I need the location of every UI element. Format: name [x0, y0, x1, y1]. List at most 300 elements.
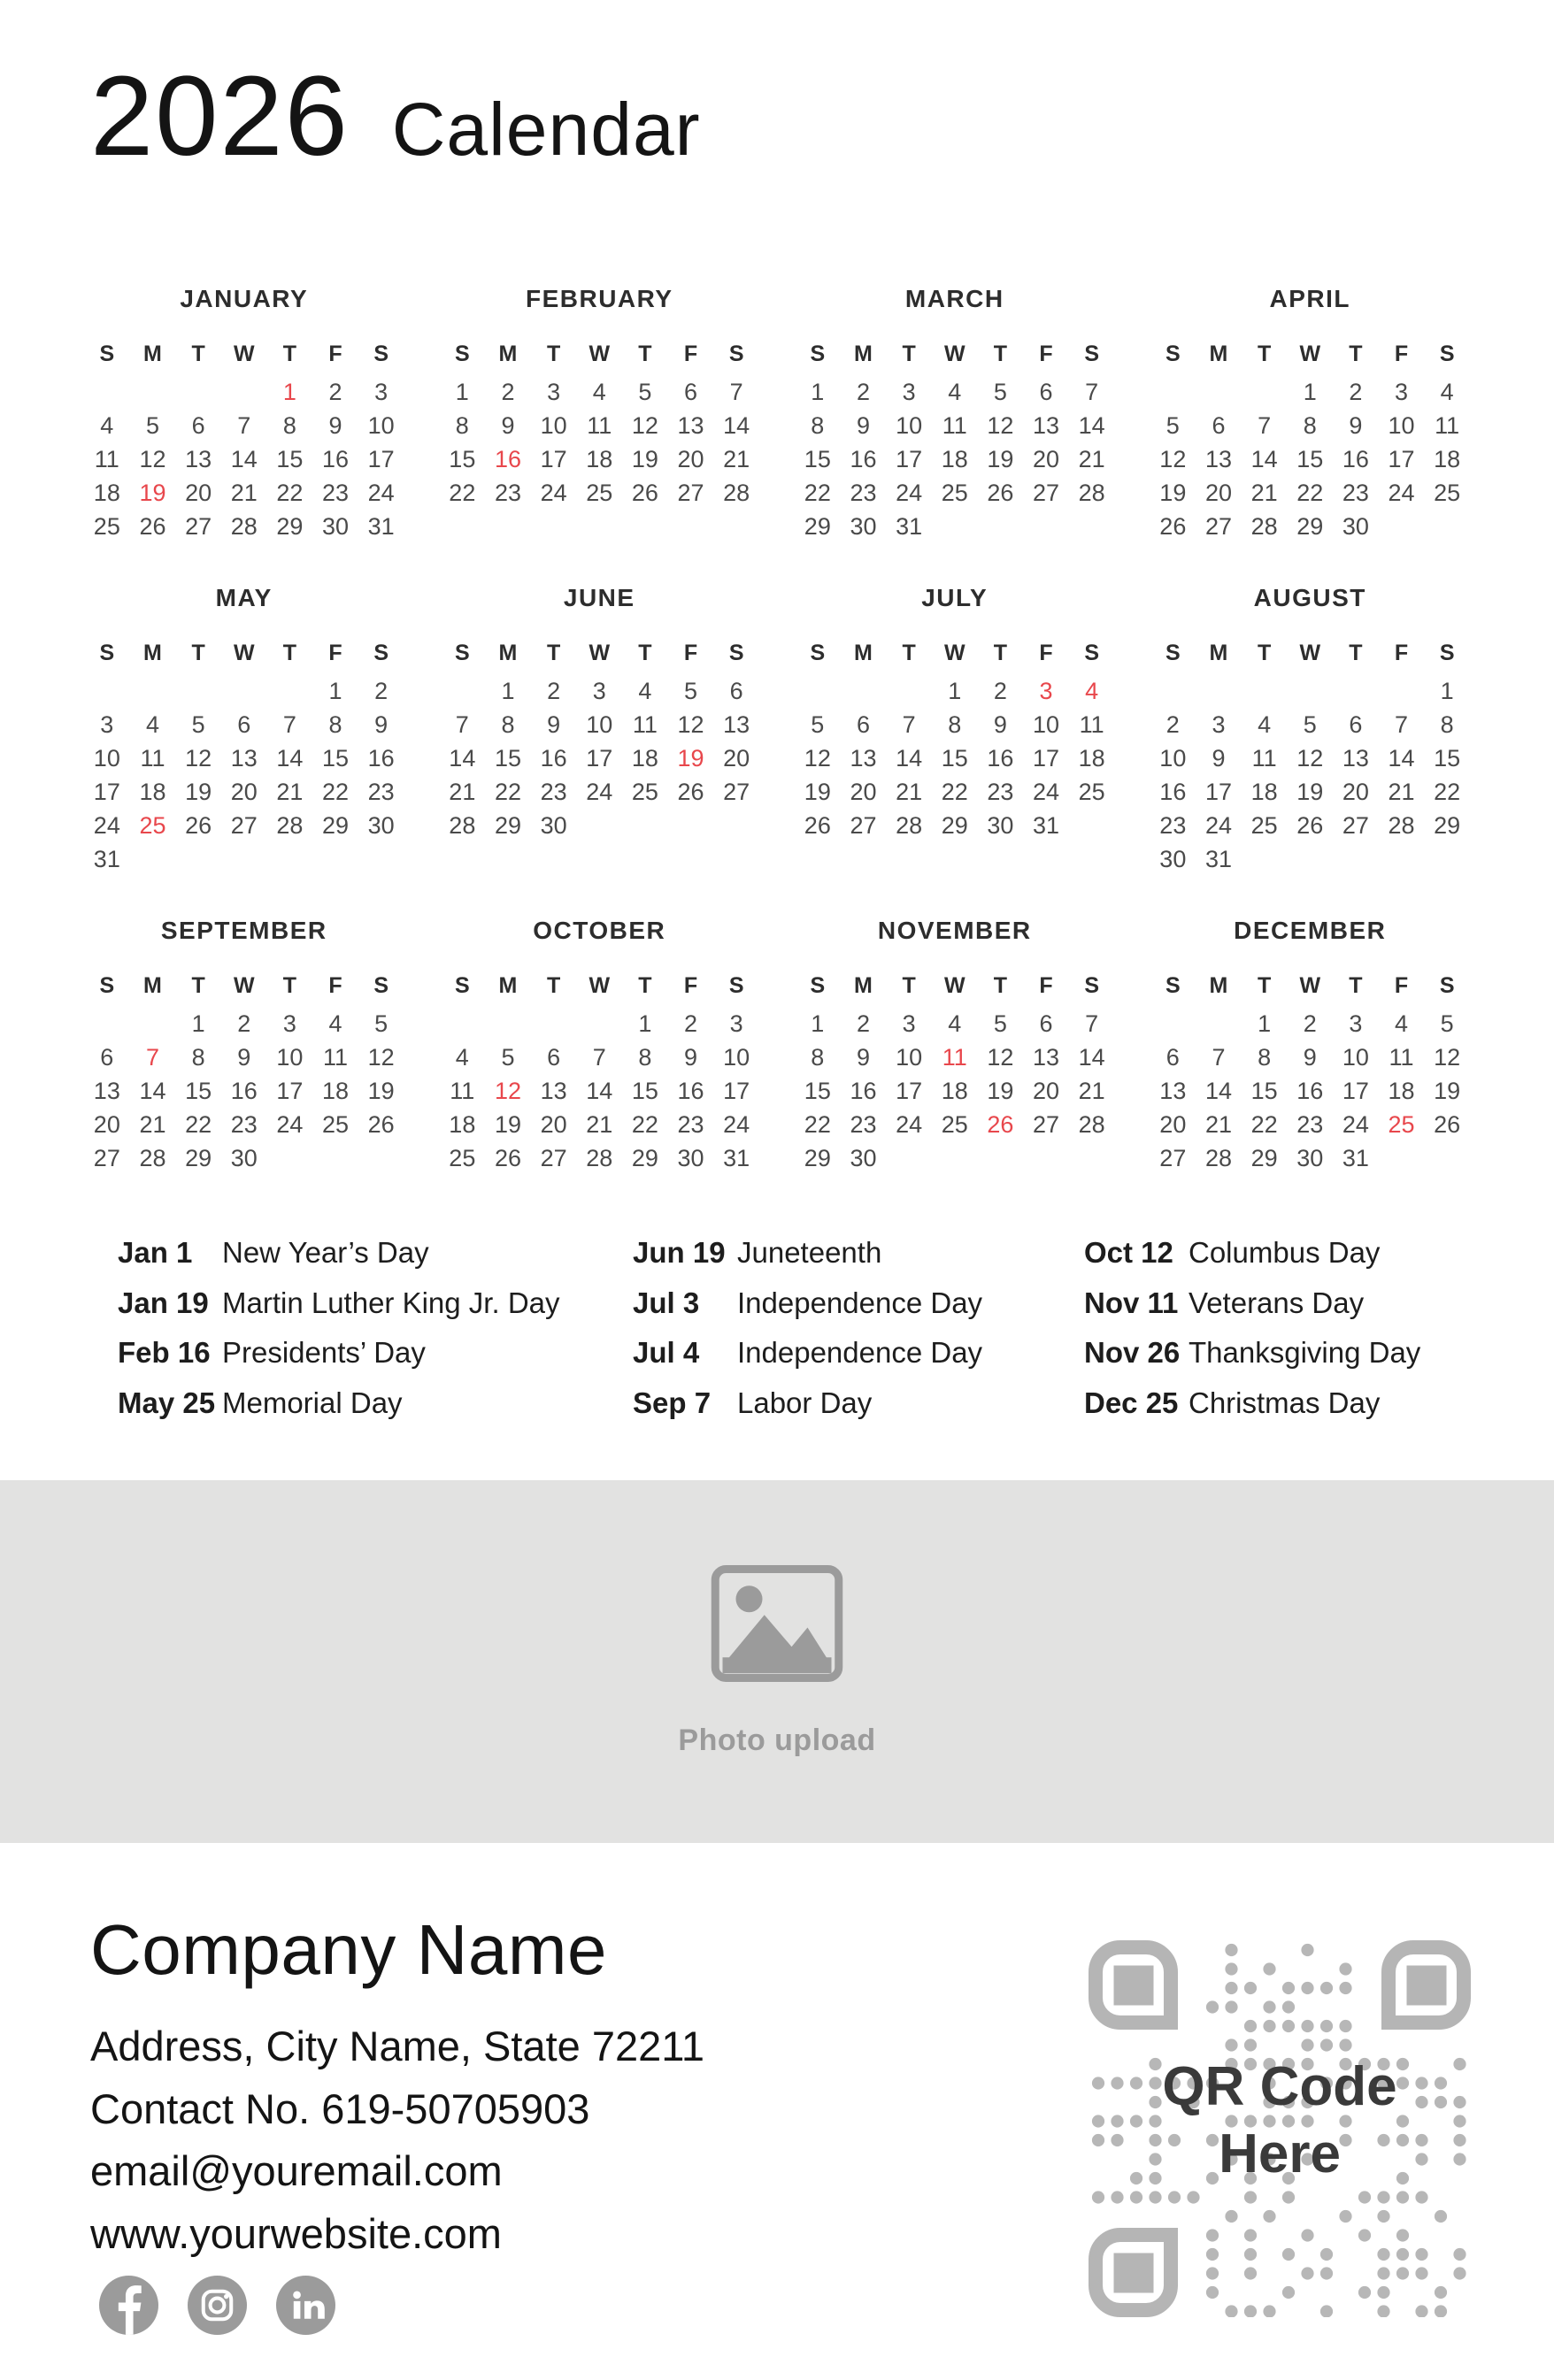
- calendar-day: 15: [1250, 1078, 1278, 1104]
- calendar-day: 20: [540, 1111, 567, 1138]
- calendar-day: 16: [367, 745, 395, 772]
- calendar-day: 9: [328, 412, 342, 439]
- calendar-day: 24: [1204, 812, 1232, 839]
- weekday-label: W: [943, 342, 965, 366]
- calendar-day: 23: [230, 1111, 258, 1138]
- calendar-day: 24: [1342, 1111, 1369, 1138]
- calendar-day-empty: [84, 674, 130, 708]
- calendar-day: 1: [811, 379, 825, 405]
- weekday-label: S: [1165, 641, 1181, 665]
- calendar-day: 6: [1039, 379, 1053, 405]
- calendar-day: 16: [987, 745, 1014, 772]
- holiday-date: Nov 11: [1084, 1286, 1179, 1319]
- calendar-day: 25: [1250, 812, 1278, 839]
- weekday-label: W: [233, 342, 255, 366]
- calendar-day-empty: [1150, 375, 1196, 409]
- calendar-day-empty: [1287, 842, 1333, 876]
- weekday-label: F: [683, 973, 698, 998]
- weekday-label: M: [1209, 973, 1228, 998]
- calendar-day: 29: [494, 812, 521, 839]
- week-row: [1150, 1074, 1471, 1108]
- calendar-day: 12: [804, 745, 831, 772]
- week-row: [440, 809, 760, 842]
- week-row: [84, 375, 404, 409]
- calendar-day: 7: [1395, 711, 1409, 738]
- weekday-label: M: [1209, 342, 1228, 366]
- calendar-day: 25: [941, 480, 968, 506]
- calendar-day: 12: [987, 1044, 1014, 1071]
- weekday-header-row: [440, 336, 760, 372]
- week-row: [440, 741, 760, 775]
- calendar-day: 19: [367, 1078, 395, 1104]
- calendar-day-empty: [932, 1141, 978, 1175]
- calendar-day: 23: [677, 1111, 704, 1138]
- calendar-day: 4: [1258, 711, 1272, 738]
- calendar-day: 29: [1296, 513, 1324, 540]
- calendar-day: 6: [1166, 1044, 1180, 1071]
- calendar-day: 6: [856, 711, 870, 738]
- calendar-day-empty: [1196, 375, 1242, 409]
- week-row: [795, 775, 1115, 809]
- weekday-label: W: [589, 973, 611, 998]
- calendar-day: 16: [230, 1078, 258, 1104]
- calendar-day: 6: [729, 678, 743, 704]
- week-row: [440, 375, 760, 409]
- calendar-day: 30: [850, 513, 877, 540]
- weekday-label: S: [810, 342, 826, 366]
- weekday-label: T: [546, 973, 561, 998]
- calendar-day: 3: [1039, 678, 1053, 704]
- calendar-day: 11: [632, 711, 658, 738]
- calendar-day: 9: [237, 1044, 251, 1071]
- calendar-day: 11: [942, 1044, 967, 1071]
- weekday-label: F: [1394, 342, 1409, 366]
- calendar-day: 2: [1303, 1010, 1317, 1037]
- linkedin-icon[interactable]: [276, 2276, 335, 2335]
- calendar-day: 19: [631, 446, 658, 472]
- calendar-day: 21: [1078, 446, 1105, 472]
- weekday-label: S: [1165, 342, 1181, 366]
- calendar-day: 22: [1434, 779, 1461, 805]
- calendar-day: 2: [1166, 711, 1180, 738]
- calendar-day: 4: [1440, 379, 1454, 405]
- facebook-icon[interactable]: [99, 2276, 158, 2335]
- calendar-day-empty: [1287, 674, 1333, 708]
- calendar-day: 13: [1342, 745, 1369, 772]
- month-title: OCTOBER: [533, 917, 666, 944]
- calendar-day: 14: [1078, 412, 1105, 439]
- calendar-day-empty: [84, 375, 130, 409]
- calendar-day: 7: [282, 711, 296, 738]
- weekday-header-row: [1150, 336, 1471, 372]
- week-row: [84, 1040, 404, 1074]
- holiday-name: Presidents’ Day: [222, 1336, 426, 1369]
- calendar-day-empty: [312, 1141, 358, 1175]
- calendar-day: 22: [1296, 480, 1324, 506]
- week-row: [1150, 775, 1471, 809]
- calendar-day: 9: [993, 711, 1007, 738]
- calendar-day: 26: [494, 1145, 521, 1171]
- weekday-label: T: [1349, 342, 1363, 366]
- calendar-day: 18: [941, 446, 968, 472]
- week-row: [440, 708, 760, 741]
- calendar-day: 7: [1258, 412, 1272, 439]
- calendar-day-empty: [886, 674, 932, 708]
- calendar-day: 10: [540, 412, 567, 439]
- weekday-label: S: [99, 973, 115, 998]
- month-january: [84, 285, 404, 543]
- calendar-day: 31: [1033, 812, 1060, 839]
- calendar-day: 3: [282, 1010, 296, 1037]
- week-row: [84, 1108, 404, 1141]
- calendar-day: 9: [684, 1044, 698, 1071]
- calendar-day-empty: [713, 809, 759, 842]
- calendar-day-empty: [221, 842, 267, 876]
- calendar-day: 23: [850, 1111, 877, 1138]
- calendar-day: 26: [987, 480, 1014, 506]
- calendar-day: 9: [374, 711, 388, 738]
- calendar-day: 28: [723, 480, 750, 506]
- weekday-label: W: [943, 973, 965, 998]
- calendar-day: 8: [811, 412, 825, 439]
- calendar-day: 12: [1159, 446, 1187, 472]
- calendar-day: 24: [367, 480, 395, 506]
- calendar-day: 12: [631, 412, 658, 439]
- calendar-day: 18: [1078, 745, 1105, 772]
- calendar-day: 20: [185, 480, 212, 506]
- holiday-name: Labor Day: [737, 1386, 873, 1419]
- holiday-name: New Year’s Day: [222, 1236, 429, 1269]
- weekday-label: S: [1165, 973, 1181, 998]
- holiday-date: Feb 16: [118, 1336, 211, 1369]
- calendar-day: 7: [455, 711, 469, 738]
- weekday-label: F: [1039, 342, 1053, 366]
- calendar-day: 12: [1296, 745, 1324, 772]
- photo-upload-area[interactable]: [0, 1480, 1554, 1843]
- qr-code-placeholder[interactable]: [1089, 1940, 1471, 2317]
- calendar-day: 18: [1434, 446, 1461, 472]
- calendar-day-empty: [622, 809, 668, 842]
- calendar-day: 4: [328, 1010, 342, 1037]
- instagram-icon[interactable]: [188, 2276, 247, 2335]
- calendar-day: 5: [993, 1010, 1007, 1037]
- calendar-day-empty: [1069, 809, 1115, 842]
- calendar-day: 15: [941, 745, 968, 772]
- week-row: [1150, 741, 1471, 775]
- holiday-date: Nov 26: [1084, 1336, 1181, 1369]
- calendar-day: 11: [1389, 1044, 1414, 1071]
- week-row: [795, 809, 1115, 842]
- calendar-day: 2: [1349, 379, 1363, 405]
- calendar-day: 24: [896, 1111, 923, 1138]
- calendar-day: 16: [677, 1078, 704, 1104]
- holiday-date: Dec 25: [1084, 1386, 1179, 1419]
- calendar-day: 29: [322, 812, 350, 839]
- year-text: 2026: [90, 53, 350, 180]
- weekday-label: M: [498, 342, 518, 366]
- weekday-label: S: [373, 973, 388, 998]
- weekday-label: M: [854, 973, 873, 998]
- calendar-day: 30: [677, 1145, 704, 1171]
- calendar-day: 19: [185, 779, 212, 805]
- calendar-day: 29: [631, 1145, 658, 1171]
- calendar-day: 16: [850, 1078, 877, 1104]
- calendar-day: 8: [1258, 1044, 1272, 1071]
- calendar-day: 17: [276, 1078, 304, 1104]
- calendar-day: 23: [1342, 480, 1369, 506]
- calendar-day: 23: [850, 480, 877, 506]
- calendar-day: 1: [455, 379, 469, 405]
- week-row: [84, 442, 404, 476]
- calendar-day: 26: [1434, 1111, 1461, 1138]
- weekday-label: S: [1439, 973, 1455, 998]
- calendar-day: 17: [1033, 745, 1060, 772]
- calendar-day-empty: [1069, 1141, 1115, 1175]
- calendar-day: 21: [139, 1111, 166, 1138]
- calendar-day: 8: [638, 1044, 652, 1071]
- week-row: [1150, 1108, 1471, 1141]
- calendar-day: 19: [987, 446, 1014, 472]
- holiday-date: Jul 3: [633, 1286, 700, 1319]
- calendar-day: 2: [328, 379, 342, 405]
- calendar-day-empty: [130, 375, 176, 409]
- holiday-name: Martin Luther King Jr. Day: [222, 1286, 560, 1319]
- calendar-day: 1: [811, 1010, 825, 1037]
- calendar-day-empty: [531, 1007, 577, 1040]
- calendar-day: 5: [501, 1044, 515, 1071]
- calendar-day: 17: [1342, 1078, 1369, 1104]
- calendar-day: 17: [1204, 779, 1232, 805]
- calendar-day: 22: [804, 1111, 831, 1138]
- calendar-day: 25: [449, 1145, 476, 1171]
- week-row: [440, 476, 760, 510]
- calendar-day-empty: [130, 1007, 176, 1040]
- calendar-day: 9: [856, 1044, 870, 1071]
- calendar-day: 30: [1159, 846, 1187, 872]
- calendar-day: 1: [282, 379, 296, 405]
- week-row: [1150, 476, 1471, 510]
- weekday-label: W: [233, 641, 255, 665]
- qr-label: [1089, 2054, 1471, 2188]
- qr-label-line1: QR Code: [1162, 2056, 1397, 2117]
- calendar-day: 29: [804, 1145, 831, 1171]
- calendar-day: 29: [941, 812, 968, 839]
- calendar-day: 11: [323, 1044, 349, 1071]
- calendar-day: 12: [185, 745, 212, 772]
- calendar-day-empty: [1242, 842, 1288, 876]
- week-row: [1150, 1007, 1471, 1040]
- week-row: [1150, 809, 1471, 842]
- qr-label-line2: Here: [1219, 2123, 1341, 2184]
- calendar-day: 10: [1033, 711, 1060, 738]
- calendar-day-empty: [485, 1007, 531, 1040]
- calendar-day: 24: [586, 779, 613, 805]
- month-may: [84, 584, 404, 876]
- calendar-day: 17: [723, 1078, 750, 1104]
- calendar-day: 11: [1251, 745, 1277, 772]
- calendar-day-empty: [130, 842, 176, 876]
- calendar-day: 11: [94, 446, 119, 472]
- calendar-day: 11: [140, 745, 165, 772]
- week-row: [84, 476, 404, 510]
- holiday-row: [633, 1278, 1084, 1329]
- holiday-date: May 25: [118, 1386, 216, 1419]
- calendar-day: 14: [586, 1078, 613, 1104]
- weekday-label: F: [683, 641, 698, 665]
- calendar-day: 5: [374, 1010, 388, 1037]
- calendar-day: 19: [139, 480, 166, 506]
- calendar-day: 24: [93, 812, 120, 839]
- holiday-row: [118, 1228, 633, 1278]
- month-title: DECEMBER: [1234, 917, 1387, 944]
- calendar-day: 22: [494, 779, 521, 805]
- calendar-day: 12: [987, 412, 1014, 439]
- week-row: [795, 409, 1115, 442]
- weekday-label: M: [143, 973, 162, 998]
- weekday-label: S: [99, 342, 115, 366]
- calendar-day: 3: [1212, 711, 1226, 738]
- calendar-day: 15: [1434, 745, 1461, 772]
- calendar-day: 17: [896, 1078, 923, 1104]
- month-february: [440, 285, 760, 510]
- holiday-name: Columbus Day: [1189, 1236, 1381, 1269]
- week-row: [795, 442, 1115, 476]
- calendar-day: 15: [185, 1078, 212, 1104]
- calendar-day: 26: [987, 1111, 1014, 1138]
- calendar-day: 1: [1303, 379, 1317, 405]
- calendar-day: 14: [276, 745, 304, 772]
- calendar-day: 15: [804, 446, 831, 472]
- weekday-label: T: [993, 641, 1008, 665]
- holiday-name: Independence Day: [737, 1286, 983, 1319]
- week-row: [84, 708, 404, 741]
- calendar-day: 13: [540, 1078, 567, 1104]
- calendar-day: 30: [540, 812, 567, 839]
- calendar-day: 7: [237, 412, 251, 439]
- weekday-label: F: [328, 342, 342, 366]
- month-title: NOVEMBER: [877, 917, 1032, 944]
- calendar-day: 14: [896, 745, 923, 772]
- calendar-day: 6: [237, 711, 251, 738]
- calendar-day: 28: [230, 513, 258, 540]
- calendar-day: 26: [139, 513, 166, 540]
- calendar-day: 29: [804, 513, 831, 540]
- week-row: [440, 1040, 760, 1074]
- weekday-header-row: [440, 635, 760, 671]
- weekday-label: S: [454, 973, 470, 998]
- calendar-day: 30: [987, 812, 1014, 839]
- month-july: [795, 584, 1115, 842]
- month-march: [795, 285, 1115, 543]
- month-title: JULY: [921, 584, 989, 611]
- company-address: Address, City Name, State 72211: [90, 2023, 705, 2069]
- holiday-row: [1084, 1228, 1474, 1278]
- week-row: [84, 775, 404, 809]
- calendar-day: 21: [586, 1111, 613, 1138]
- calendar-day: 1: [948, 678, 962, 704]
- calendar-day: 6: [1212, 412, 1226, 439]
- holiday-row: [633, 1328, 1084, 1378]
- calendar-day-empty: [175, 375, 221, 409]
- weekday-label: F: [1394, 641, 1409, 665]
- calendar-day: 18: [586, 446, 613, 472]
- week-row: [795, 510, 1115, 543]
- week-row: [440, 1108, 760, 1141]
- calendar-day: 20: [1159, 1111, 1187, 1138]
- weekday-label: M: [143, 641, 162, 665]
- calendar-day: 27: [677, 480, 704, 506]
- calendar-day: 25: [586, 480, 613, 506]
- calendar-day: 30: [230, 1145, 258, 1171]
- calendar-day: 21: [449, 779, 476, 805]
- calendar-day: 27: [185, 513, 212, 540]
- calendar-day-empty: [1333, 842, 1379, 876]
- week-row: [1150, 375, 1471, 409]
- calendar-day: 5: [1166, 412, 1180, 439]
- calendar-day: 18: [93, 480, 120, 506]
- weekday-label: S: [1439, 342, 1455, 366]
- month-november: [795, 917, 1115, 1175]
- company-name: Company Name: [90, 1910, 608, 1989]
- calendar-day-empty: [1196, 1007, 1242, 1040]
- calendar-day-empty: [1333, 674, 1379, 708]
- holiday-row: [118, 1378, 633, 1429]
- weekday-label: W: [233, 973, 255, 998]
- week-row: [84, 1007, 404, 1040]
- week-row: [84, 674, 404, 708]
- calendar-day: 1: [501, 678, 515, 704]
- week-row: [84, 1141, 404, 1175]
- weekday-label: S: [454, 641, 470, 665]
- weekday-label: T: [638, 641, 652, 665]
- calendar-day: 28: [1078, 480, 1105, 506]
- calendar-day-empty: [267, 842, 313, 876]
- calendar-day: 12: [1434, 1044, 1461, 1071]
- calendar-day: 13: [850, 745, 877, 772]
- calendar-day-empty: [175, 842, 221, 876]
- calendar-day: 13: [1033, 1044, 1060, 1071]
- calendar-day: 5: [684, 678, 698, 704]
- calendar-day: 30: [850, 1145, 877, 1171]
- weekday-header-row: [795, 635, 1115, 671]
- calendar-day: 15: [276, 446, 304, 472]
- week-row: [795, 1007, 1115, 1040]
- calendar-day: 11: [587, 412, 612, 439]
- image-placeholder-icon: [711, 1564, 843, 1683]
- calendar-day: 15: [449, 446, 476, 472]
- calendar-day: 5: [145, 412, 159, 439]
- calendar-day: 13: [1159, 1078, 1187, 1104]
- calendar-day: 16: [850, 446, 877, 472]
- calendar-day: 13: [1033, 412, 1060, 439]
- calendar-day: 14: [1250, 446, 1278, 472]
- calendar-day-empty: [1242, 375, 1288, 409]
- month-title: MAY: [215, 584, 273, 611]
- weekday-label: T: [1257, 973, 1272, 998]
- calendar-day: 7: [1085, 379, 1099, 405]
- month-title: JANUARY: [180, 285, 309, 312]
- weekday-label: T: [902, 973, 916, 998]
- calendar-day: 7: [592, 1044, 606, 1071]
- calendar-day: 25: [322, 1111, 350, 1138]
- holiday-date: Sep 7: [633, 1386, 712, 1419]
- week-row: [795, 674, 1115, 708]
- company-block: [90, 1909, 704, 2265]
- calendar-day: 26: [367, 1111, 395, 1138]
- calendar-day: 22: [276, 480, 304, 506]
- calendar-day: 17: [896, 446, 923, 472]
- calendar-day: 23: [987, 779, 1014, 805]
